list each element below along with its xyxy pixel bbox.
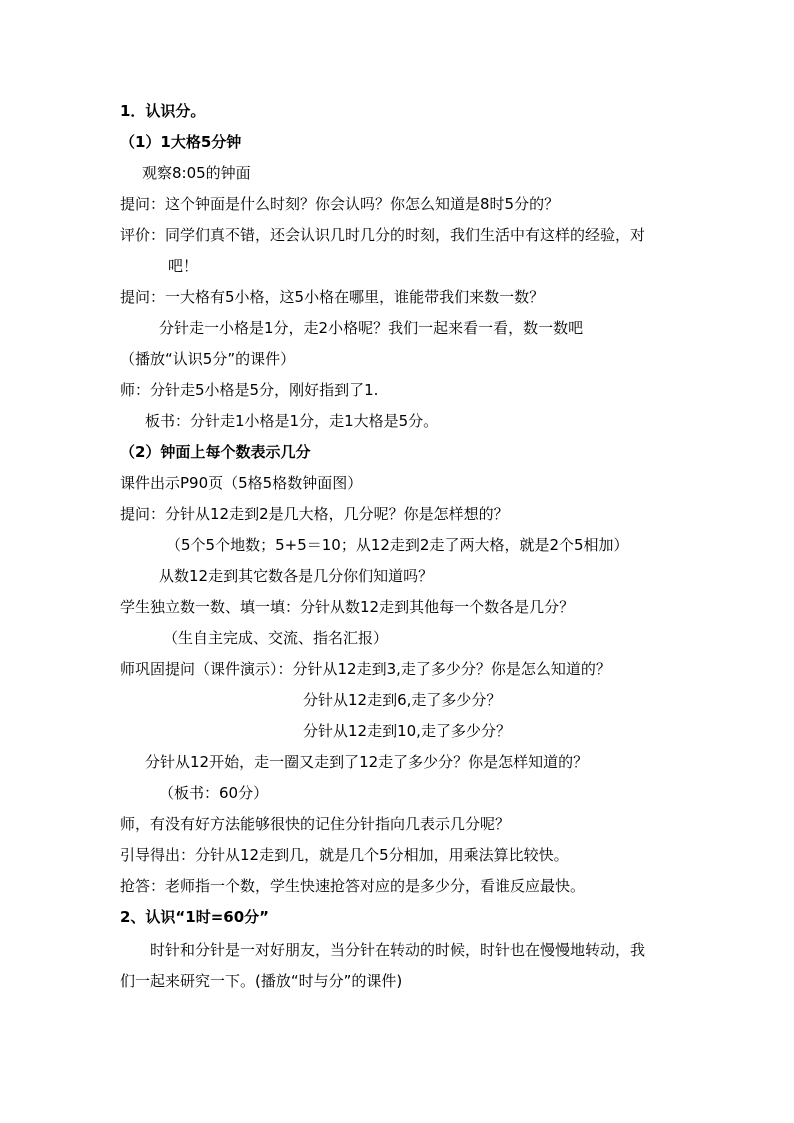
text-line: 观察8:05的钟面	[142, 164, 251, 182]
text-line: 提问：分针从12走到2是几大格，几分呢？你是怎样想的？	[120, 505, 509, 523]
text-line: （板书：60分）	[159, 784, 269, 802]
text-line: 课件出示P90页（5格5格数钟面图）	[120, 474, 363, 492]
text-line: 分针从12走到6,走了多少分？	[303, 691, 502, 709]
text-line: 们一起来研究一下。(播放“时与分”的课件)	[120, 972, 403, 990]
text-line: 分针从12开始，走一圈又走到了12走了多少分？你是怎样知道的？	[145, 753, 589, 771]
text-line: 分针从12走到10,走了多少分？	[303, 722, 511, 740]
text-line: 分针走一小格是1分，走2小格呢？我们一起来看一看，数一数吧	[159, 319, 584, 337]
text-line: 学生独立数一数、填一填：分针从数12走到其他每一个数各是几分？	[120, 598, 575, 616]
text-line: （生自主完成、交流、指名汇报）	[163, 629, 389, 647]
text-line: 时针和分针是一对好朋友，当分针在转动的时候，时针也在慢慢地转动，我	[150, 941, 646, 959]
heading-1: 1．认识分。	[120, 102, 206, 120]
text-line: 引导得出：分针从12走到几，就是几个5分相加，用乘法算比较快。	[120, 846, 569, 864]
subheading-2: （2）钟面上每个数表示几分	[120, 443, 311, 461]
text-line: 师：分针走5小格是5分，刚好指到了1.	[120, 381, 379, 399]
text-line: （5个5个地数；5+5＝10；从12走到2走了两大格，就是2个5相加）	[166, 536, 629, 554]
text-line: 吧！	[168, 257, 199, 275]
text-line: 师巩固提问（课件演示）：分针从12走到3,走了多少分？你是怎么知道的？	[120, 660, 611, 678]
text-line: 抢答：老师指一个数，学生快速抢答对应的是多少分，看谁反应最快。	[120, 877, 586, 895]
text-line: 提问：这个钟面是什么时刻？你会认吗？你怎么知道是8时5分的？	[120, 195, 560, 213]
text-line: （播放“认识5分”的课件）	[120, 350, 296, 368]
text-line: 评价：同学们真不错，还会认识几时几分的时刻，我们生活中有这样的经验，对	[120, 226, 646, 244]
text-line: 提问：一大格有5小格，这5小格在哪里，谁能带我们来数一数？	[120, 288, 545, 306]
subheading-1: （1）1大格5分钟	[120, 133, 242, 151]
text-line: 师，有没有好方法能够很快的记住分针指向几表示几分呢？	[120, 815, 511, 833]
text-line: 从数12走到其它数各是几分你们知道吗？	[159, 567, 434, 585]
text-line: 板书：分针走1小格是1分，走1大格是5分。	[145, 412, 439, 430]
heading-2: 2、认识“1时=60分”	[120, 908, 270, 926]
